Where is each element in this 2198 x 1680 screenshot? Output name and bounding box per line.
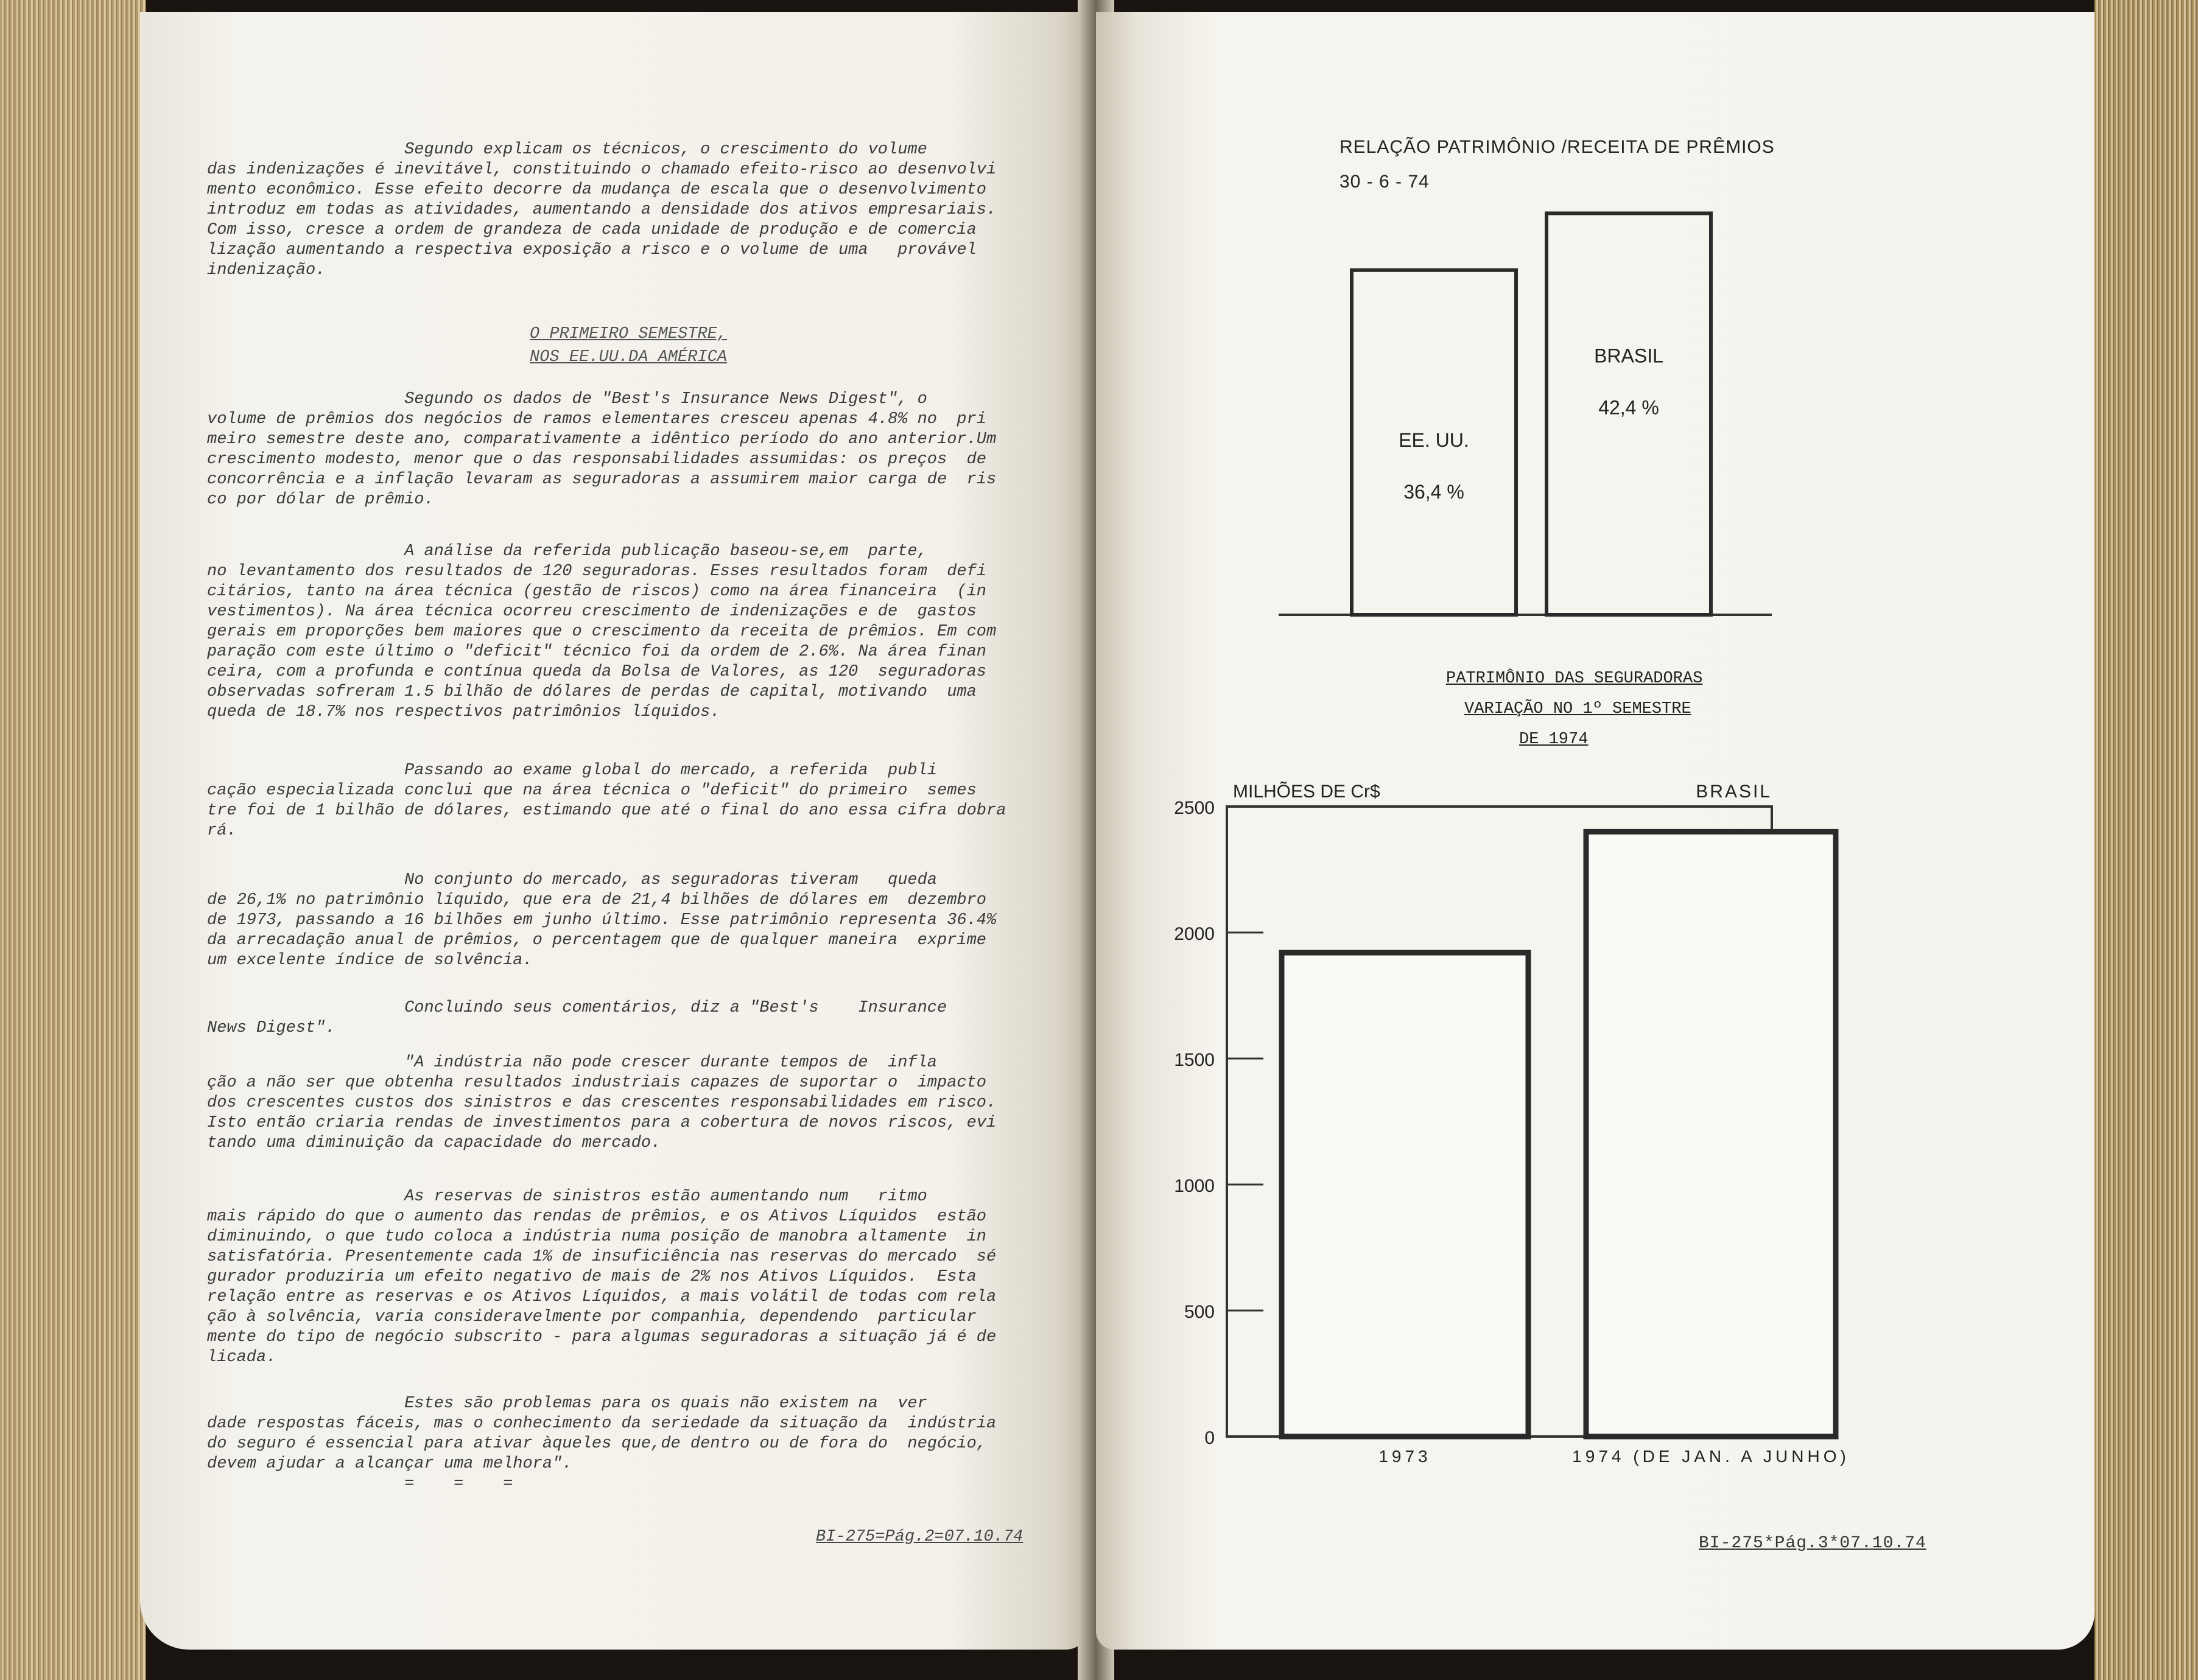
chart2-title-1: PATRIMÔNIO DAS SEGURADORAS: [1446, 670, 1703, 688]
heading-line-2: NOS EE.UU.DA AMÉRICA: [530, 348, 728, 366]
chart2-y-tick-label: 1000: [1174, 1176, 1215, 1196]
chart1-title: RELAÇÃO PATRIMÔNIO /RECEITA DE PRÊMIOS: [1340, 137, 1775, 157]
chart2-bar-1974: [1586, 831, 1836, 1437]
paragraph-1: Segundo explicam os técnicos, o crescimento do volume das indenizações é inevitável, constituindo o chamado efeito-risco ao desenvolvi mento econômico. Esse efeito decorre da mudança de escala que o desenvolvimento introduz em todas as atividades, aumentando a densidade dos ativos empresariais. Com isso, cresce a ordem de grandeza de cada unidade de produção e de comercia lização aumentando a respectiva exposição a risco e o volume de uma provável indenização.: [207, 141, 997, 279]
paragraph-9: Estes são problemas para os quais não existem na ver dade respostas fáceis, mas o conhecimento da seriedade da situação da indústria do seguro é essencial para ativar àqueles que,de dentro ou de fora do negócio, devem ajudar a alcançar uma melhora". = = =: [207, 1395, 997, 1493]
chart2-patrimonio-bars: [1157, 767, 1850, 1485]
chart2-title-2: VARIAÇÃO NO 1º SEMESTRE: [1464, 700, 1691, 718]
chart2-y-tick-label: 1500: [1174, 1050, 1215, 1070]
chart2-y-tick-label: 2500: [1174, 798, 1215, 818]
heading-line-1: O PRIMEIRO SEMESTRE,: [530, 325, 728, 343]
paragraph-2: Segundo os dados de "Best's Insurance News Digest", o volume de prêmios dos negócios de ramos elementares cresceu apenas 4.8% no pri meiro semestre deste ano, comparativamente a idêntico período do ano anterior.Um crescimento modesto, menor que o das responsabilidades assumidas: os preços de concorrência e a inflação levaram as seguradoras a assumirem maior carga de ris co por dólar de prêmio.: [207, 390, 997, 509]
book-page-edges-left: [0, 0, 146, 1680]
chart2-series-label: BRASIL: [1696, 782, 1772, 802]
paragraph-6: Concluindo seus comentários, diz a "Best's Insurance News Digest".: [207, 999, 947, 1037]
right-page: [1096, 12, 2094, 1650]
book-page-edges-right: [2094, 0, 2198, 1680]
chart1-category-label: BRASIL: [1594, 345, 1663, 367]
section-heading: [530, 323, 727, 369]
page-footer-left: BI-275=Pág.2=07.10.74: [816, 1528, 1024, 1546]
chart1-ratio-bars: [1279, 170, 1778, 633]
paragraph-7: "A indústria não pode crescer durante tempos de infla ção a não ser que obtenha resultados industriais capazes de suportar o impacto dos crescentes custos dos sinistros e das crescentes responsabilidades em risco. Isto então criaria rendas de investimentos para a cobertura de novos riscos, evi tando uma diminuição da capacidade do mercado.: [207, 1054, 997, 1152]
paragraph-4: Passando ao exame global do mercado, a referida publi cação especializada conclui que na área técnica o "deficit" do primeiro semes tre foi de 1 bilhão de dólares, estimando que até o final do ano essa cifra dobra rá.: [207, 761, 1006, 840]
chart2-title-3: DE 1974: [1519, 730, 1589, 749]
chart1-value-label: 42,4 %: [1598, 396, 1659, 419]
chart2-y-tick-label: 2000: [1174, 924, 1215, 944]
paragraph-5: No conjunto do mercado, as seguradoras tiveram queda de 26,1% no patrimônio líquido, que era de 21,4 bilhões de dólares em dezembro de 1973, passando a 16 bilhões em junho último. Esse patrimônio representa 36.4% da arrecadação anual de prêmios, o percentagem que de qualquer maneira exprime um excelente índice de solvência.: [207, 871, 997, 970]
chart1-category-label: EE. UU.: [1399, 429, 1469, 451]
page-footer-right: BI-275*Pág.3*07.10.74: [1699, 1534, 1926, 1553]
chart2-bar-1973: [1282, 953, 1528, 1437]
chart1-date: 30 - 6 - 74: [1340, 172, 1430, 192]
chart2-x-tick-label: 1974 (DE JAN. A JUNHO): [1572, 1447, 1850, 1466]
left-page: [140, 12, 1090, 1650]
paragraph-3: A análise da referida publicação baseou-se,em parte, no levantamento dos resultados de 120 seguradoras. Esses resultados foram defi citários, tanto na área técnica (gestão de riscos) como na área financeira (in vestimentos). Na área técnica ocorreu crescimento de indenizações e de gastos gerais em proporções bem maiores que o crescimento da receita de prêmios. Em com paração com este último o "deficit" técnico foi da ordem de 2.6%. Na área finan ceira, com a profunda e contínua queda da Bolsa de Valores, as 120 seguradoras observadas sofreram 1.5 bilhão de dólares de perdas de capital, motivando uma queda de 18.7% nos respectivos patrimônios líquidos.: [207, 542, 997, 721]
chart1-value-label: 36,4 %: [1403, 480, 1464, 503]
chart2-y-axis-label: MILHÕES DE Cr$: [1233, 782, 1380, 802]
chart2-y-tick-label: 500: [1184, 1302, 1215, 1322]
chart2-y-tick-label: 0: [1204, 1428, 1215, 1448]
paragraph-8: As reservas de sinistros estão aumentando num ritmo mais rápido do que o aumento das rendas de prêmios, e os Ativos Líquidos estão diminuindo, o que tudo coloca a indústria numa posição de manobra altamente in satisfatória. Presentemente cada 1% de insuficiência nas reservas do mercado sé gurador produziria um efeito negativo de mais de 2% nos Ativos Líquidos. Esta relação entre as reservas e os Ativos Líquidos, a mais volátil de todas com rela ção à solvência, varia consideravelmente por companhia, dependendo particular mente do tipo de negócio subscrito - para algumas seguradoras a situação já é de licada.: [207, 1188, 997, 1367]
chart2-x-tick-label: 1973: [1378, 1447, 1431, 1466]
